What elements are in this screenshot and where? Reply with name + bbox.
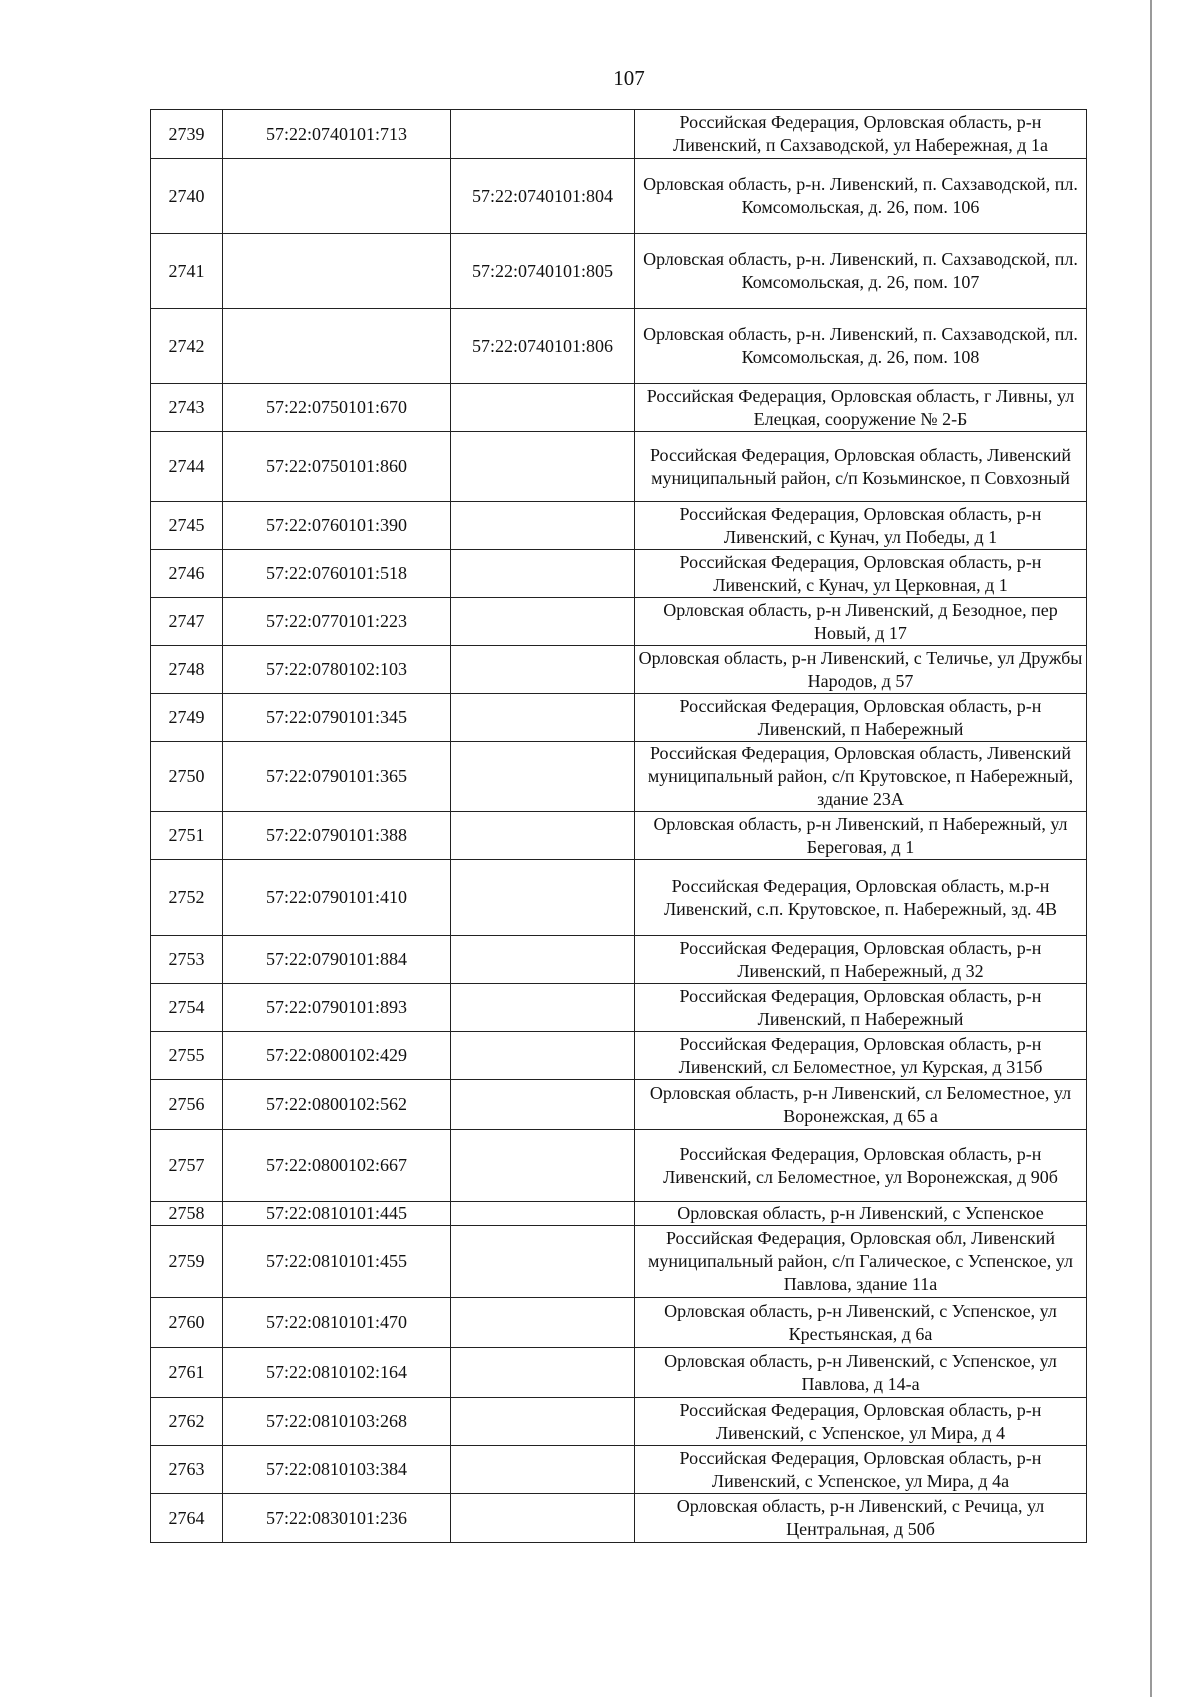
- cadastral-number-premises: [451, 110, 635, 159]
- row-number: 2749: [151, 694, 223, 742]
- row-number: 2754: [151, 984, 223, 1032]
- address: Орловская область, р-н. Ливенский, п. Сахзаводской, пл. Комсомольская, д. 26, пом. 106: [635, 159, 1087, 234]
- address: Орловская область, р-н Ливенский, с Теличье, ул Дружбы Народов, д 57: [635, 646, 1087, 694]
- row-number: 2760: [151, 1298, 223, 1348]
- cadastral-number: 57:22:0790101:388: [223, 812, 451, 860]
- cadastral-number-premises: [451, 936, 635, 984]
- address: Российская Федерация, Орловская обл, Ливенский муниципальный район, с/п Галическое, с Успенское, ул Павлова, здание 11а: [635, 1226, 1087, 1298]
- cadastral-number: 57:22:0810102:164: [223, 1348, 451, 1398]
- cadastral-number: 57:22:0800102:429: [223, 1032, 451, 1080]
- cadastral-number-premises: [451, 646, 635, 694]
- address: Российская Федерация, Орловская область, р-н Ливенский, п Набережный: [635, 984, 1087, 1032]
- row-number: 2752: [151, 860, 223, 936]
- table-row: [151, 1080, 1087, 1130]
- page-edge: [1150, 0, 1152, 1697]
- cadastral-number: 57:22:0810101:470: [223, 1298, 451, 1348]
- row-number: 2758: [151, 1202, 223, 1226]
- address: Российская Федерация, Орловская область, р-н Ливенский, п Набережный: [635, 694, 1087, 742]
- row-number: 2757: [151, 1130, 223, 1202]
- address: Российская Федерация, Орловская область, р-н Ливенский, с Кунач, ул Победы, д 1: [635, 502, 1087, 550]
- row-number: 2756: [151, 1080, 223, 1130]
- address: Орловская область, р-н Ливенский, с Успенское: [635, 1202, 1087, 1226]
- registry-table: [150, 109, 1087, 1543]
- table-row: [151, 309, 1087, 384]
- address: Российская Федерация, Орловская область, р-н Ливенский, с Успенское, ул Мира, д 4а: [635, 1446, 1087, 1494]
- row-number: 2742: [151, 309, 223, 384]
- table-row: [151, 432, 1087, 502]
- cadastral-number: [223, 159, 451, 234]
- cadastral-number: 57:22:0790101:345: [223, 694, 451, 742]
- cadastral-number-premises: [451, 1398, 635, 1446]
- table-row: [151, 598, 1087, 646]
- cadastral-number: 57:22:0760101:518: [223, 550, 451, 598]
- row-number: 2747: [151, 598, 223, 646]
- address: Российская Федерация, Орловская область, р-н Ливенский, сл Беломестное, ул Воронежская, д 90б: [635, 1130, 1087, 1202]
- address: Орловская область, р-н Ливенский, с Речица, ул Центральная, д 50б: [635, 1494, 1087, 1543]
- address: Российская Федерация, Орловская область, р-н Ливенский, с Успенское, ул Мира, д 4: [635, 1398, 1087, 1446]
- cadastral-number-premises: 57:22:0740101:805: [451, 234, 635, 309]
- cadastral-number-premises: [451, 550, 635, 598]
- cadastral-number-premises: [451, 984, 635, 1032]
- cadastral-number: 57:22:0750101:860: [223, 432, 451, 502]
- cadastral-number-premises: [451, 432, 635, 502]
- cadastral-number: [223, 309, 451, 384]
- table-row: [151, 860, 1087, 936]
- address: Орловская область, р-н Ливенский, с Успенское, ул Крестьянская, д 6а: [635, 1298, 1087, 1348]
- row-number: 2741: [151, 234, 223, 309]
- cadastral-number-premises: [451, 1130, 635, 1202]
- cadastral-number-premises: [451, 502, 635, 550]
- cadastral-number-premises: [451, 384, 635, 432]
- cadastral-number-premises: [451, 1494, 635, 1543]
- table-row: [151, 159, 1087, 234]
- row-number: 2746: [151, 550, 223, 598]
- cadastral-number: 57:22:0790101:893: [223, 984, 451, 1032]
- cadastral-number: 57:22:0760101:390: [223, 502, 451, 550]
- address: Российская Федерация, Орловская область, р-н Ливенский, с Кунач, ул Церковная, д 1: [635, 550, 1087, 598]
- row-number: 2764: [151, 1494, 223, 1543]
- table-row: [151, 742, 1087, 812]
- cadastral-number-premises: [451, 1446, 635, 1494]
- cadastral-number-premises: 57:22:0740101:804: [451, 159, 635, 234]
- cadastral-number-premises: [451, 1226, 635, 1298]
- cadastral-number-premises: [451, 742, 635, 812]
- address: Российская Федерация, Орловская область, г Ливны, ул Елецкая, сооружение № 2-Б: [635, 384, 1087, 432]
- table-row: [151, 646, 1087, 694]
- address: Российская Федерация, Орловская область, р-н Ливенский, п Набережный, д 32: [635, 936, 1087, 984]
- row-number: 2759: [151, 1226, 223, 1298]
- cadastral-number: 57:22:0770101:223: [223, 598, 451, 646]
- cadastral-number: 57:22:0790101:365: [223, 742, 451, 812]
- cadastral-number: 57:22:0810103:384: [223, 1446, 451, 1494]
- cadastral-number-premises: [451, 1032, 635, 1080]
- cadastral-number: 57:22:0800102:667: [223, 1130, 451, 1202]
- cadastral-number-premises: [451, 1348, 635, 1398]
- table-row: [151, 1202, 1087, 1226]
- cadastral-number: 57:22:0810101:445: [223, 1202, 451, 1226]
- address: Российская Федерация, Орловская область, Ливенский муниципальный район, с/п Крутовское, п Набережный, здание 23А: [635, 742, 1087, 812]
- table-row: [151, 1130, 1087, 1202]
- row-number: 2739: [151, 110, 223, 159]
- table-row: [151, 234, 1087, 309]
- cadastral-number-premises: [451, 1080, 635, 1130]
- table-row: [151, 502, 1087, 550]
- page-number: 107: [613, 66, 645, 90]
- cadastral-number-premises: [451, 1298, 635, 1348]
- row-number: 2750: [151, 742, 223, 812]
- cadastral-number: 57:22:0810103:268: [223, 1398, 451, 1446]
- table-row: [151, 1398, 1087, 1446]
- table-row: [151, 694, 1087, 742]
- row-number: 2762: [151, 1398, 223, 1446]
- address: Российская Федерация, Орловская область, м.р-н Ливенский, с.п. Крутовское, п. Набережный, зд. 4В: [635, 860, 1087, 936]
- table-row: [151, 1298, 1087, 1348]
- address: Орловская область, р-н Ливенский, с Успенское, ул Павлова, д 14-а: [635, 1348, 1087, 1398]
- cadastral-number-premises: [451, 860, 635, 936]
- row-number: 2763: [151, 1446, 223, 1494]
- table-row: [151, 812, 1087, 860]
- address: Орловская область, р-н Ливенский, п Набережный, ул Береговая, д 1: [635, 812, 1087, 860]
- table-row: [151, 1226, 1087, 1298]
- registry-table-body: [151, 110, 1087, 1543]
- table-row: [151, 110, 1087, 159]
- cadastral-number: 57:22:0830101:236: [223, 1494, 451, 1543]
- address: Российская Федерация, Орловская область, р-н Ливенский, сл Беломестное, ул Курская, д 315б: [635, 1032, 1087, 1080]
- table-row: [151, 384, 1087, 432]
- row-number: 2744: [151, 432, 223, 502]
- address: Российская Федерация, Орловская область, Ливенский муниципальный район, с/п Козьминское, п Совхозный: [635, 432, 1087, 502]
- table-row: [151, 550, 1087, 598]
- row-number: 2753: [151, 936, 223, 984]
- table-row: [151, 1348, 1087, 1398]
- cadastral-number-premises: 57:22:0740101:806: [451, 309, 635, 384]
- cadastral-number-premises: [451, 1202, 635, 1226]
- address: Орловская область, р-н. Ливенский, п. Сахзаводской, пл. Комсомольская, д. 26, пом. 107: [635, 234, 1087, 309]
- cadastral-number: 57:22:0800102:562: [223, 1080, 451, 1130]
- row-number: 2740: [151, 159, 223, 234]
- row-number: 2745: [151, 502, 223, 550]
- row-number: 2743: [151, 384, 223, 432]
- address: Российская Федерация, Орловская область, р-н Ливенский, п Сахзаводской, ул Набережная, д 1а: [635, 110, 1087, 159]
- cadastral-number: 57:22:0790101:410: [223, 860, 451, 936]
- row-number: 2751: [151, 812, 223, 860]
- cadastral-number-premises: [451, 812, 635, 860]
- cadastral-number: 57:22:0810101:455: [223, 1226, 451, 1298]
- address: Орловская область, р-н. Ливенский, п. Сахзаводской, пл. Комсомольская, д. 26, пом. 108: [635, 309, 1087, 384]
- cadastral-number: 57:22:0750101:670: [223, 384, 451, 432]
- row-number: 2761: [151, 1348, 223, 1398]
- cadastral-number: 57:22:0790101:884: [223, 936, 451, 984]
- cadastral-number-premises: [451, 598, 635, 646]
- row-number: 2755: [151, 1032, 223, 1080]
- cadastral-number: 57:22:0740101:713: [223, 110, 451, 159]
- table-row: [151, 1446, 1087, 1494]
- row-number: 2748: [151, 646, 223, 694]
- cadastral-number: [223, 234, 451, 309]
- table-row: [151, 1032, 1087, 1080]
- table-row: [151, 1494, 1087, 1543]
- table-row: [151, 984, 1087, 1032]
- cadastral-number: 57:22:0780102:103: [223, 646, 451, 694]
- table-row: [151, 936, 1087, 984]
- cadastral-number-premises: [451, 694, 635, 742]
- address: Орловская область, р-н Ливенский, сл Беломестное, ул Воронежская, д 65 а: [635, 1080, 1087, 1130]
- address: Орловская область, р-н Ливенский, д Безодное, пер Новый, д 17: [635, 598, 1087, 646]
